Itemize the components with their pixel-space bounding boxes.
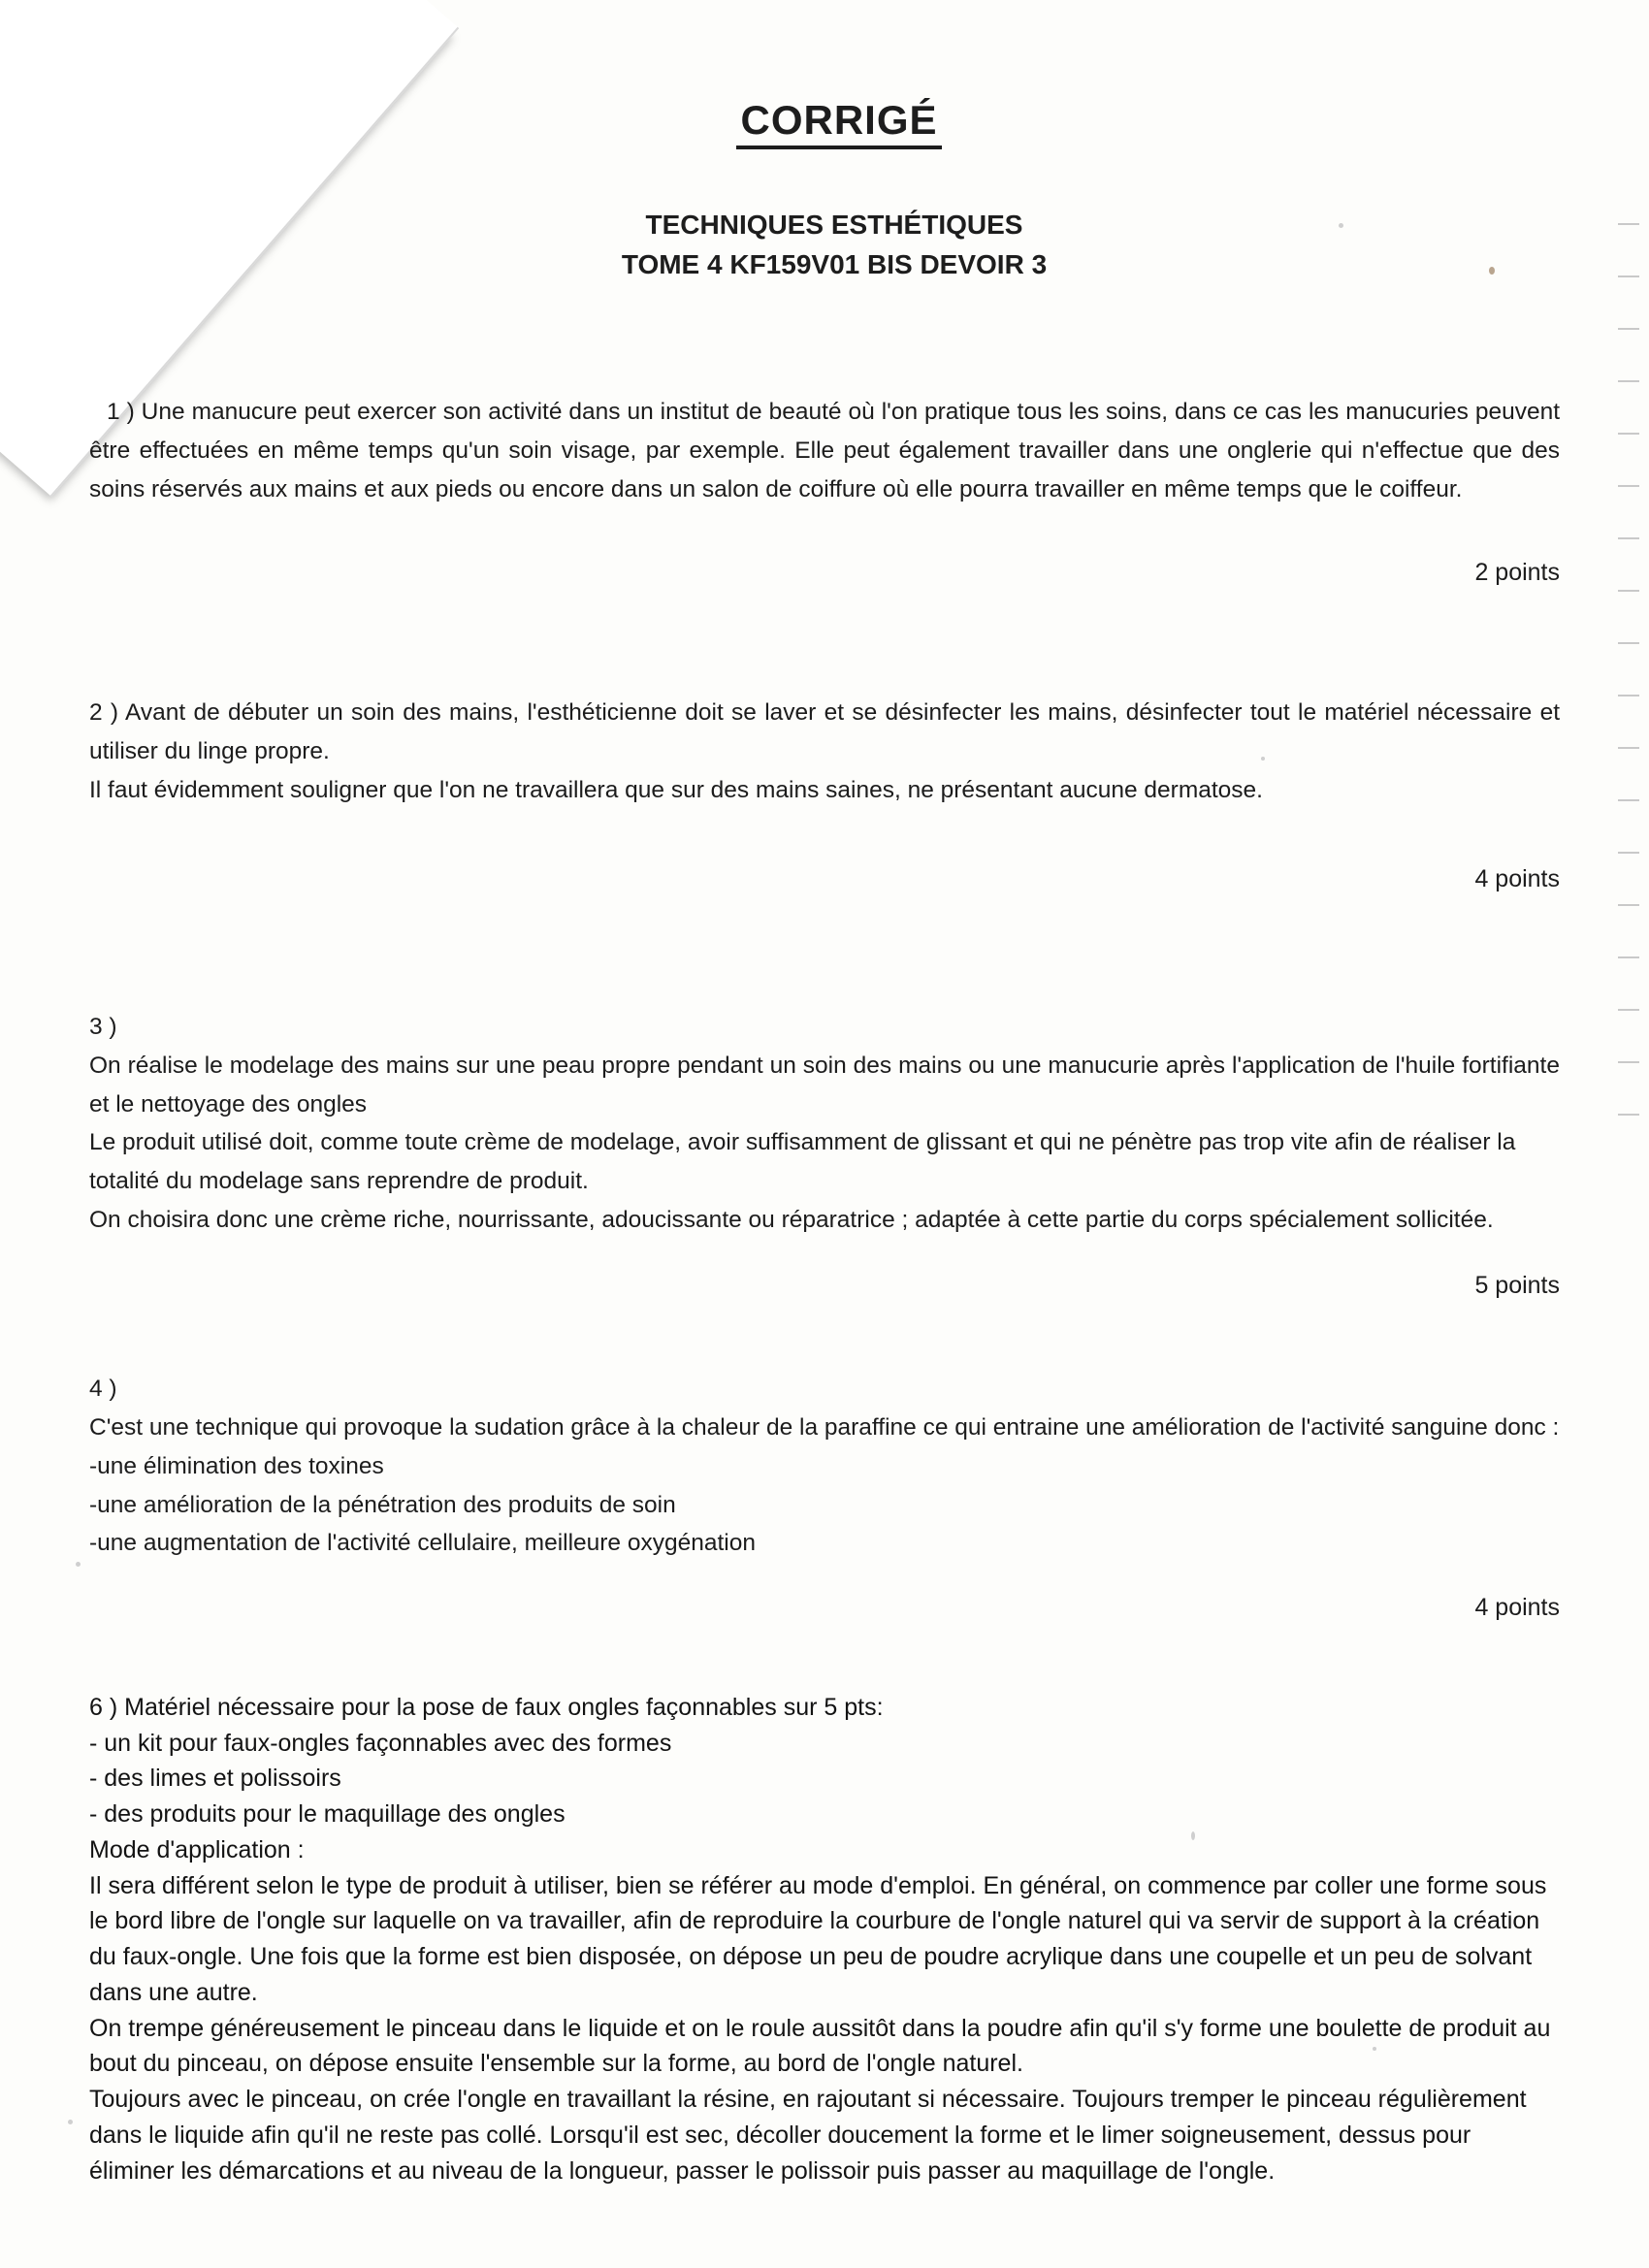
answer-2-line-2: Il faut évidemment souligner que l'on ne travaillera que sur des mains saines, ne présentant aucune dermatose. (89, 776, 1263, 803)
answer-block-3 (89, 1008, 1560, 1239)
answer-2-line-1: 2 ) Avant de débuter un soin des mains, l'esthéticienne doit se laver et se désinfecter les mains, désinfecter tout le matériel nécessaire et utiliser du linge propre. (89, 699, 1560, 764)
answer-2-points: 4 points (1474, 865, 1560, 893)
answer-3-line-3: On choisira donc une crème riche, nourrissante, adoucissante ou réparatrice ; adaptée à cette partie du corps spécialement sollicitée. (89, 1206, 1494, 1233)
answer-6-bullet-3: - des produits pour le maquillage des ongles (89, 1800, 566, 1829)
answer-block-6 (89, 1690, 1560, 2189)
answer-4-line-1: C'est une technique qui provoque la sudation grâce à la chaleur de la paraffine ce qui entraine une amélioration de l'activité sanguine donc : (89, 1414, 1560, 1442)
answer-3-label: 3 ) (89, 1014, 117, 1041)
subtitle-line-1: TECHNIQUES ESTHÉTIQUES (645, 210, 1023, 240)
answer-block-2 (89, 694, 1560, 809)
answer-4-points: 4 points (1474, 1593, 1560, 1621)
answer-4-bullet-1: -une élimination des toxines (89, 1452, 384, 1479)
answer-4-bullet-3: -une augmentation de l'activité cellulaire, meilleure oxygénation (89, 1530, 756, 1557)
page-title-text: CORRIGÉ (736, 97, 941, 149)
answer-6-paragraph-1: Il sera différent selon le type de produit à utiliser, bien se référer au mode d'emploi. En général, on commence par coller une forme sous le bord libre de l'ongle sur laquelle on va travailler, afin de reproduire la courbure de l'ongle naturel qui va servir de support à la création du faux-ongle. Une fois que la forme est bien disposée, on dépose un peu de poudre acrylique dans une coupelle et un peu de solvant dans une autre. (89, 1871, 1547, 2006)
answer-6-bullet-2: - des limes et polissoirs (89, 1765, 341, 1793)
answer-3-line-2: Le produit utilisé doit, comme toute crème de modelage, avoir suffisamment de glissant et qui ne pénètre pas trop vite afin de réaliser la totalité du modelage sans reprendre de produit. (89, 1129, 1516, 1195)
answer-block-4 (89, 1370, 1560, 1562)
answer-6-paragraph-2: On trempe généreusement le pinceau dans le liquide et on le roule aussitôt dans la poudre afin qu'il s'y forme une boulette de produit au bout du pinceau, on dépose ensuite l'ensemble sur la forme, au bord de l'ongle naturel. (89, 2014, 1551, 2078)
answer-4-label: 4 ) (89, 1376, 117, 1403)
answer-6-bullet-1: - un kit pour faux-ongles façonnables avec des formes (89, 1729, 672, 1757)
answer-6-heading: 6 ) Matériel nécessaire pour la pose de faux ongles façonnables sur 5 pts: (89, 1693, 884, 1721)
answer-6-mode-heading: Mode d'application : (89, 1835, 305, 1863)
answer-1-text: 1 ) Une manucure peut exercer son activité dans un institut de beauté où l'on pratique tous les soins, dans ce cas les manucuries peuvent être effectuées en même temps qu'un soin visage, par exemple. Elle peut également travailler dans une onglerie qui n'effectue que des soins réservés aux mains et aux pieds ou encore dans un salon de coiffure où elle pourra travailler en même temps que le coiffeur. (89, 399, 1560, 502)
answer-4-bullet-2: -une amélioration de la pénétration des produits de soin (89, 1491, 676, 1518)
answer-3-points: 5 points (1474, 1272, 1560, 1300)
document-subtitle (0, 206, 1649, 284)
answer-6-paragraph-3: Toujours avec le pinceau, on crée l'ongle en travaillant la résine, en rajoutant si nécessaire. Toujours tremper le pinceau régulièrement dans le liquide afin qu'il ne reste pas collé. Lorsqu'il est sec, décoller doucement la forme et le limer soigneusement, dessus pour éliminer les démarcations et au niveau de la longueur, passer le polissoir puis passer au maquillage de l'ongle. (89, 2086, 1527, 2185)
answer-3-line-1: On réalise le modelage des mains sur une peau propre pendant un soin des mains ou une manucurie après l'application de l'huile fortifiante et le nettoyage des ongles (89, 1053, 1560, 1118)
answer-1-points: 2 points (1474, 559, 1560, 587)
page-title (0, 97, 1649, 144)
answer-block-1 (89, 393, 1560, 508)
subtitle-line-2: TOME 4 KF159V01 BIS DEVOIR 3 (621, 248, 1048, 279)
